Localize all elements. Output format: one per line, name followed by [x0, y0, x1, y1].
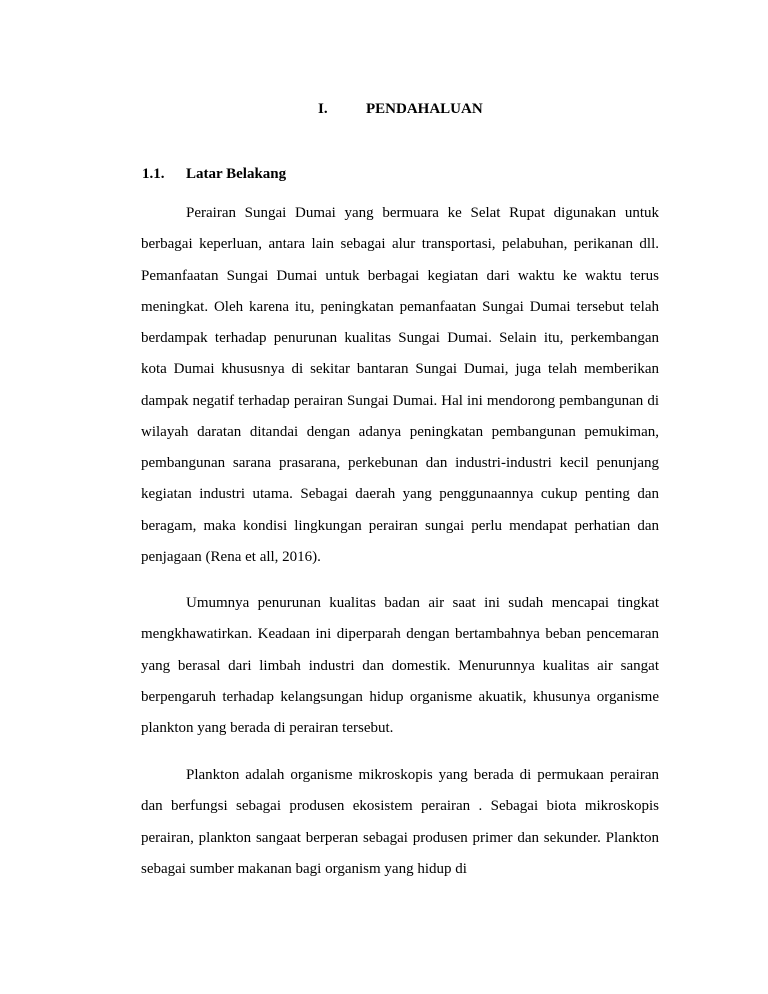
chapter-heading [0, 101, 768, 125]
paragraph: Perairan Sungai Dumai yang bermuara ke Selat Rupat digunakan untuk berbagai keperluan, antara lain sebagai alur transportasi, pelabuhan, perikanan dll. Pemanfaatan Sungai Dumai untuk berbagai kegiatan dari waktu ke waktu terus meningkat. Oleh karena itu, peningkatan pemanfaatan Sungai Dumai tersebut telah berdampak terhadap penurunan kualitas Sungai Dumai. Selain itu, perkembangan kota Dumai khususnya di sekitar bantaran Sungai Dumai, juga telah memberikan dampak negatif terhadap perairan Sungai Dumai. Hal ini mendorong pembangunan di wilayah daratan ditandai dengan adanya peningkatan pembangunan pemukiman, pembangunan sarana prasarana, perkebunan dan industri-industri kecil penunjang kegiatan industri utama. Sebagai daerah yang penggunaannya cukup penting dan beragam, maka kondisi lingkungan perairan sungai perlu mendapat perhatian dan penjagaan (Rena et all, 2016). [141, 205, 659, 565]
section-heading [0, 166, 768, 190]
chapter-title: PENDAHALUAN [366, 101, 483, 117]
paragraph: Plankton adalah organisme mikroskopis yang berada di permukaan perairan dan berfungsi sebagai produsen ekosistem perairan . Sebagai biota mikroskopis perairan, plankton sangaat berperan sebagai produsen primer dan sekunder. Plankton sebagai sumber makanan bagi organism yang hidup di [141, 767, 659, 877]
chapter-number: I. [318, 101, 328, 117]
paragraph-1-block [141, 198, 659, 573]
paragraph-2-block [141, 588, 659, 744]
paragraph-3-block [141, 760, 659, 885]
paragraph: Umumnya penurunan kualitas badan air saat ini sudah mencapai tingkat mengkhawatirkan. Keadaan ini diperparah dengan bertambahnya beban pencemaran yang berasal dari limbah industri dan domestik. Menurunnya kualitas air sangat berpengaruh terhadap kelangsungan hidup organisme akuatik, khusunya organisme plankton yang berada di perairan tersebut. [141, 595, 659, 736]
section-title: Latar Belakang [186, 166, 287, 182]
section-number: 1.1. [142, 166, 165, 182]
